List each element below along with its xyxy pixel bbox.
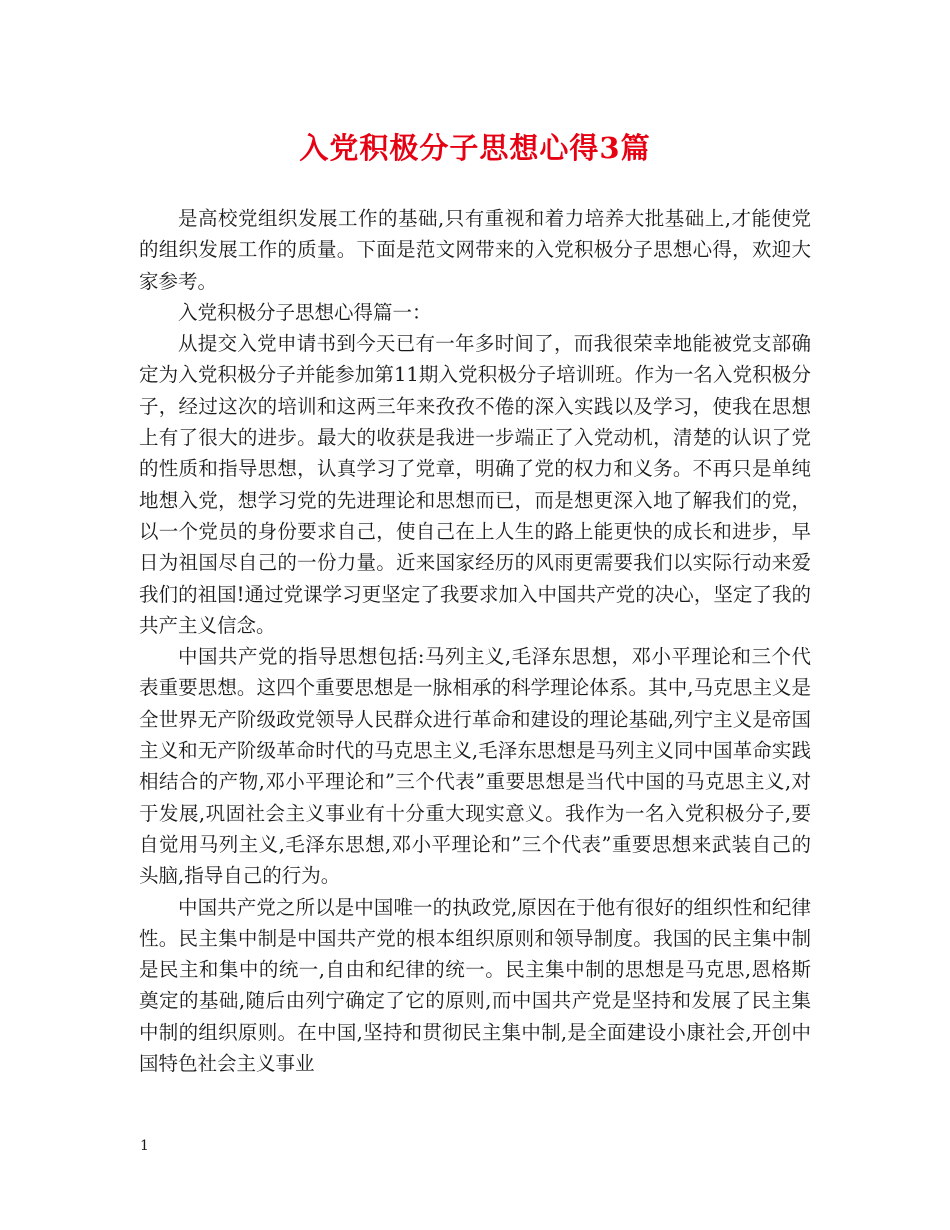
paragraph: 中国共产党之所以是中国唯一的执政党,原因在于他有很好的组织性和纪律性。民主集中制是中国共产党的根本组织原则和领导制度。我国的民主集中制是民主和集中的统一,自由和纪律的统一。民主集中制的思想是马克思,恩格斯奠定的基础,随后由列宁确定了它的原则,而中国共产党是坚持和发展了民主集中制的组织原则。在中国,坚持和贯彻民主集中制,是全面建设小康社会,开创中国特色社会主义事业: [139, 895, 811, 1076]
document-title: 入党积极分子思想心得3篇: [299, 131, 651, 165]
section-heading: 入党积极分子思想心得篇一：: [178, 300, 432, 324]
document-body: [139, 203, 811, 1079]
page-number: 1: [140, 1138, 149, 1154]
paragraph-intro: 是高校党组织发展工作的基础,只有重视和着力培养大批基础上,才能使党的组织发展工作的质量。下面是范文网带来的入党积极分子思想心得，欢迎大家参考。: [139, 207, 811, 293]
paragraph: 中国共产党的指导思想包括:马列主义,毛泽东思想，邓小平理论和三个代表重要思想。这四个重要思想是一脉相承的科学理论体系。其中,马克思主义是全世界无产阶级政党领导人民群众进行革命和建设的理论基础,列宁主义是帝国主义和无产阶级革命时代的马克思主义,毛泽东思想是马列主义同中国革命实践相结合的产物,邓小平理论和”三个代表”重要思想是当代中国的马克思主义,对于发展,巩固社会主义事业有十分重大现实意义。我作为一名入党积极分子,要自觉用马列主义,毛泽东思想,邓小平理论和”三个代表”重要思想来武装自己的头脑,指导自己的行为。: [139, 645, 811, 888]
paragraph: 从提交入党申请书到今天已有一年多时间了，而我很荣幸地能被党支部确定为入党积极分子并能参加第11期入党积极分子培训班。作为一名入党积极分子，经过这次的培训和这两三年来孜孜不倦的深入实践以及学习，使我在思想上有了很大的进步。最大的收获是我进一步端正了入党动机，清楚的认识了党的性质和指导思想，认真学习了党章，明确了党的权力和义务。不再只是单纯地想入党，想学习党的先进理论和思想而已，而是想更深入地了解我们的党，以一个党员的身份要求自己，使自己在上人生的路上能更快的成长和进步，早日为祖国尽自己的一份力量。近来国家经历的风雨更需要我们以实际行动来爱我们的祖国!通过党课学习更坚定了我要求加入中国共产党的决心，坚定了我的共产主义信念。: [139, 332, 811, 637]
